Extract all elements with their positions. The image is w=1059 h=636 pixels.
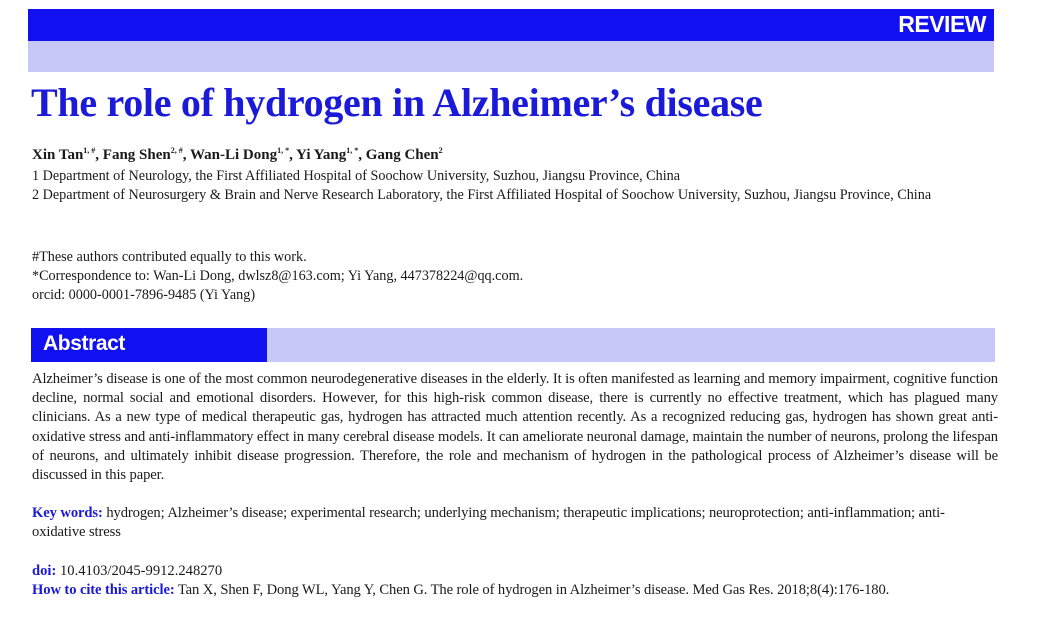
affiliation-1: 1 Department of Neurology, the First Affiliated Hospital of Soochow University, Suzhou, Jiangsu Province, China (32, 168, 681, 184)
keywords-text: hydrogen; Alzheimer’s disease; experimental research; underlying mechanism; therapeutic implications; neuroprotection; anti-inflammation; anti-oxidative stress (32, 505, 945, 541)
author-separator: , (358, 147, 366, 163)
doi-value[interactable]: 10.4103/2045-9912.248270 (59, 563, 223, 579)
author-separator: , (182, 147, 190, 163)
author-separator: , (289, 147, 297, 163)
author-affiliation-marker: 1, * (346, 146, 359, 155)
author-name: Gang Chen (365, 147, 439, 163)
author-name: Fang Shen (102, 147, 171, 163)
citation-label: How to cite this article: (32, 582, 175, 598)
keywords-label: Key words: (32, 505, 103, 521)
keywords (32, 504, 998, 542)
author-affiliation-marker: 1, # (83, 146, 96, 155)
author-separator: , (95, 147, 103, 163)
citation-text: Tan X, Shen F, Dong WL, Yang Y, Chen G. The role of hydrogen in Alzheimer’s disease. Med Gas Res. 2018;8(4):176-180. (177, 582, 890, 598)
author-list (32, 146, 443, 164)
correspondence-note: *Correspondence to: Wan-Li Dong, dwlsz8@163.com; Yi Yang, 447378224@qq.com. (32, 268, 524, 284)
affiliation-2: 2 Department of Neurosurgery & Brain and Nerve Research Laboratory, the First Affiliated Hospital of Soochow University, Suzhou, Jiangsu Province, China (32, 187, 932, 203)
header-sub-band (28, 41, 994, 72)
doi-line (32, 562, 222, 581)
author-affiliation-marker: 1, * (277, 146, 290, 155)
section-label: REVIEW (898, 11, 986, 37)
article-title: The role of hydrogen in Alzheimer’s disease (31, 80, 763, 125)
author-name: Yi Yang (296, 147, 347, 163)
orcid-note: orcid: 0000-0001-7896-9485 (Yi Yang) (32, 287, 256, 303)
author-name: Wan-Li Dong (189, 147, 278, 163)
citation (32, 581, 998, 600)
doi-label: doi: (32, 563, 57, 579)
author-affiliation-marker: 2 (438, 146, 443, 155)
author-name: Xin Tan (32, 147, 84, 163)
review-header-bar (28, 9, 994, 41)
author-affiliation-marker: 2, # (170, 146, 183, 155)
abstract-heading: Abstract (43, 332, 125, 355)
author-notes (32, 248, 523, 305)
equal-contribution-note: #These authors contributed equally to this work. (32, 249, 307, 265)
abstract-text: Alzheimer’s disease is one of the most common neurodegenerative diseases in the elderly. It is often manifested as learning and memory impairment, cognitive function decline, normal social and emotional disorders. However, for this high-risk common disease, there is currently no effective treatment, which has plagued many clinicians. As a new type of medical therapeutic gas, hydrogen has attracted much attention recently. As a recognized reducing gas, hydrogen has shown great anti-oxidative stress and anti-inflammatory effect in many cerebral disease models. It can ameliorate neuronal damage, maintain the number of neurons, prolong the lifespan of neurons, and ultimately inhibit disease progression. Therefore, the role and mechanism of hydrogen in the pathological process of Alzheimer’s disease will be discussed in this paper. (32, 371, 998, 484)
